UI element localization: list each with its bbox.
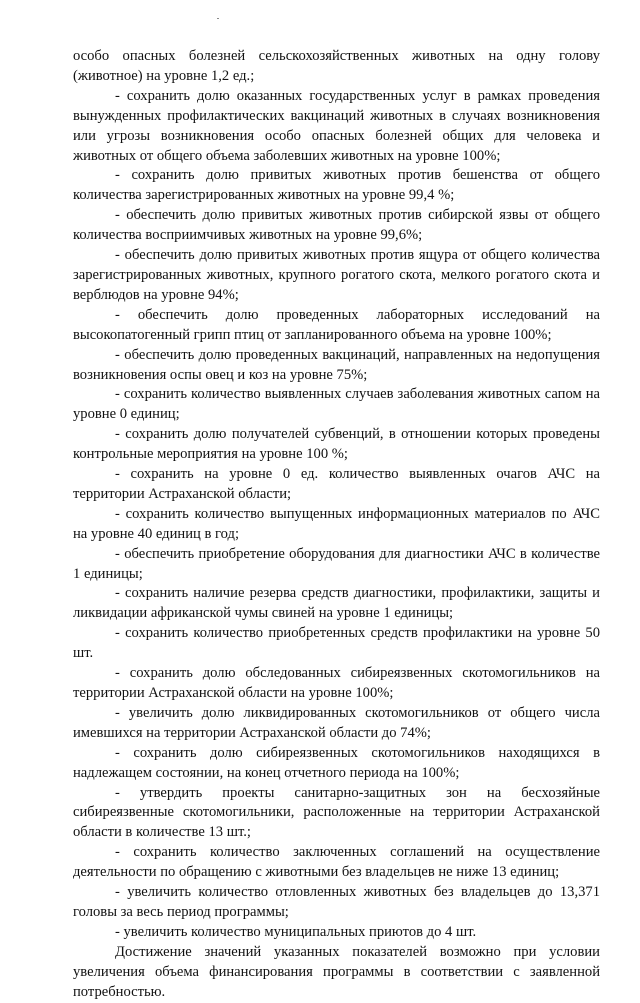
paragraph-glanders: - сохранить количество выявленных случаев заболевания животных сапом на уровне 0 единиц; bbox=[73, 386, 600, 423]
paragraph-sheep-pox: - обеспечить долю проведенных вакцинаций, направленных на недопущения возникновения оспы овец и коз на уровне 75%; bbox=[73, 346, 600, 383]
paragraph-asf-reserve: - сохранить наличие резерва средств диагностики, профилактики, защиты и ликвидации африканской чумы свиней на уровне 1 единицы; bbox=[73, 585, 600, 622]
document-body bbox=[73, 47, 600, 1003]
paragraph-asf-outbreaks: - сохранить на уровне 0 ед. количество выявленных очагов АЧС на территории Астраханской области; bbox=[73, 466, 600, 502]
paragraph-asf-equipment: - обеспечить приобретение оборудования для диагностики АЧС в количестве 1 единицы; bbox=[73, 545, 600, 582]
paragraph-shelters: - увеличить количество муниципальных приютов до 4 шт. bbox=[115, 923, 477, 940]
paragraph-continuation: особо опасных болезней сельскохозяйственных животных на одну голову (животное) на уровне 1,2 ед.; bbox=[73, 48, 600, 84]
paragraph-fmd: - обеспечить долю привитых животных против ящура от общего количества зарегистрированных животных, крупного рогатого скота, мелкого рогатого скота и верблюдов на уровне 94%; bbox=[73, 247, 600, 303]
paragraph-burial-condition: - сохранить долю сибиреязвенных скотомогильников находящихся в надлежащем состоянии, на конец отчетного периода на 100%; bbox=[73, 744, 600, 781]
paragraph-burial-liquidated: - увеличить долю ликвидированных скотомогильников от общего числа имевшихся на территории Астраханской области до 74%; bbox=[73, 704, 600, 741]
paragraph-rabies: - сохранить долю привитых животных против бешенства от общего количества зарегистрированных животных на уровне 99,4 %; bbox=[73, 167, 600, 204]
paragraph-prevention-means: - сохранить количество приобретенных средств профилактики на уровне 50 шт. bbox=[73, 625, 600, 662]
paragraph-anthrax: - обеспечить долю привитых животных против сибирской язвы от общего количества восприимчивых животных на уровне 99,6%; bbox=[73, 207, 600, 244]
paragraph-captured-animals: - увеличить количество отловленных животных без владельцев до 13,371 головы за весь период программы; bbox=[73, 884, 600, 920]
paragraph-avian-flu: - обеспечить долю проведенных лабораторных исследований на высокопатогенный грипп птиц от запланированного объема на уровне 100%; bbox=[73, 306, 600, 343]
paragraph-conclusion: Достижение значений указанных показателей возможно при условии увеличения объема финансирования программы в соответствии с заявленной потребностью. bbox=[73, 943, 600, 1000]
paragraph-services-vaccination: - сохранить долю оказанных государственных услуг в рамках проведения вынужденных профилактических вакцинаций животных в случаях возникновения или угрозы возникновения особо опасных болезней общих для человека и животных от общего объема заболевших животных на уровне 100%; bbox=[73, 87, 600, 164]
paragraph-agreements: - сохранить количество заключенных соглашений на осуществление деятельности по обращению с животными без владельцев не ниже 13 единиц; bbox=[73, 844, 600, 881]
scan-mark bbox=[217, 18, 219, 19]
paragraph-sanitary-zones: - утвердить проекты санитарно-защитных зон на бесхозяйные сибиреязвенные скотомогильники, расположенные на территории Астраханской области в количестве 13 шт.; bbox=[73, 784, 600, 841]
paragraph-burial-surveyed: - сохранить долю обследованных сибиреязвенных скотомогильников на территории Астраханской области на уровне 100%; bbox=[73, 665, 600, 701]
paragraph-subventions: - сохранить долю получателей субвенций, в отношении которых проведены контрольные мероприятия на уровне 100 %; bbox=[73, 426, 600, 463]
paragraph-asf-materials: - сохранить количество выпущенных информационных материалов по АЧС на уровне 40 единиц в год; bbox=[73, 505, 600, 542]
